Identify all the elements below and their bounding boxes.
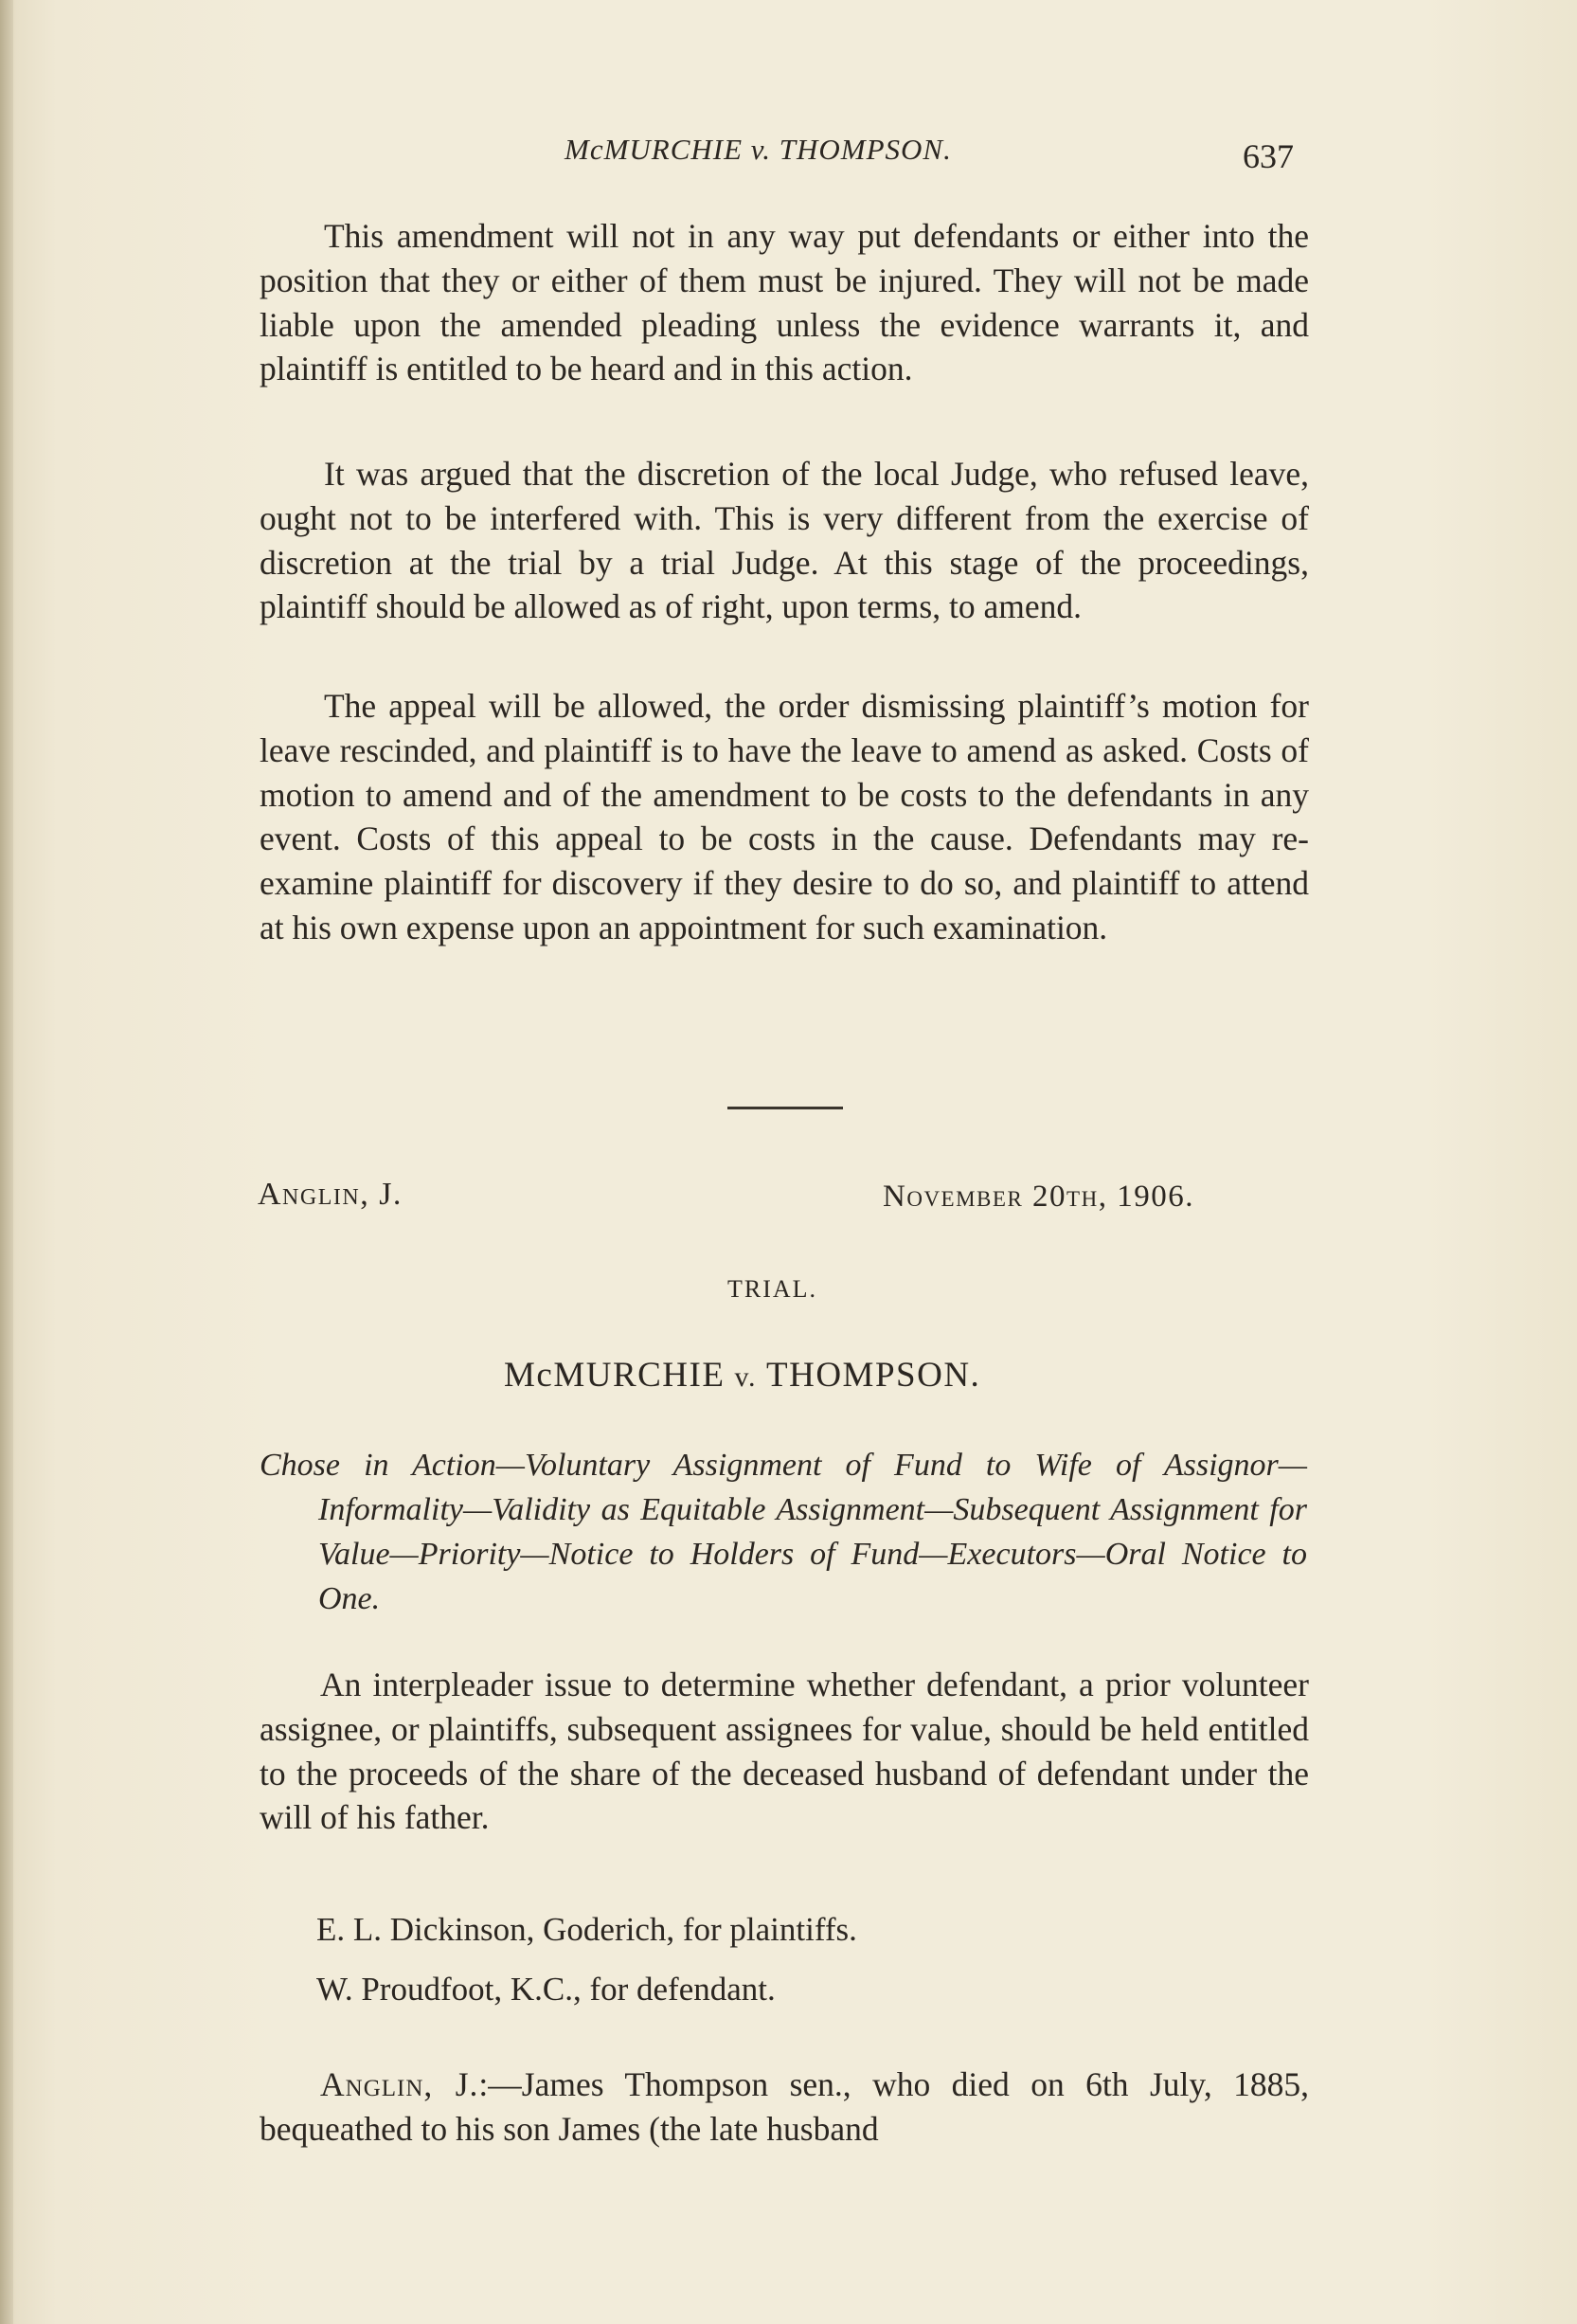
counsel-plaintiffs: E. L. Dickinson, Goderich, for plaintiffs. bbox=[316, 1911, 857, 1948]
headnote: Chose in Action—Voluntary Assignment of Fund to Wife of Assignor—Informality—Validity as Equitable Assignment—Subsequent Assignment for Value—Priority—Notice to Holders of Fund—Executors—Oral Notice to One. bbox=[260, 1448, 1307, 1616]
case-summary: An interpleader issue to determine whether defendant, a prior volunteer assignee, or plaintiffs, subsequent assignees for value, should be held entitled to the proceeds of the share of the deceased husband of defendant under the will of his father. bbox=[260, 1666, 1309, 1837]
decision-date: November 20th, 1906. bbox=[883, 1180, 1194, 1214]
judgment-opening bbox=[260, 2063, 1309, 2152]
case-title-versus: v. bbox=[734, 1361, 758, 1393]
case-title-plaintiff: McMURCHIE bbox=[504, 1356, 726, 1395]
judge-name: Anglin, J. bbox=[258, 1177, 403, 1212]
case-title bbox=[504, 1355, 980, 1396]
case-title-defendant: THOMPSON. bbox=[766, 1356, 981, 1395]
page-number: 637 bbox=[1243, 137, 1294, 175]
paragraph-appeal-allowed: The appeal will be allowed, the order dismissing plaintiff’s motion for leave rescinded, and plaintiff is to have the leave to amend as asked. Costs of motion to amend and of the amendment to be costs to the defendants in any event. Costs of this appeal to be costs in the cause. Defendants may re-examine plaintiff for discovery if they desire to do so, and plaintiff to attend at his own expense upon an appointment for such examination. bbox=[260, 687, 1309, 946]
section-divider bbox=[727, 1107, 843, 1109]
proceeding-label: TRIAL. bbox=[727, 1275, 818, 1303]
binding-edge bbox=[0, 0, 13, 2324]
counsel-defendant: W. Proudfoot, K.C., for defendant. bbox=[316, 1971, 776, 2008]
judgment-text: :—James Thompson sen., who died on 6th July, 1885, bequeathed to his son James (the late husband bbox=[260, 2065, 1310, 2148]
running-head: McMURCHIE v. THOMPSON. bbox=[564, 133, 952, 166]
paragraph-amendment: This amendment will not in any way put defendants or either into the position that they or either of them must be injured. They will not be made liable upon the amended pleading unless the evidence warrants it, and plaintiff is entitled to be heard and in this action. bbox=[260, 217, 1309, 388]
paragraph-discretion: It was argued that the discretion of the local Judge, who refused leave, ought not to be interfered with. This is very different from the exercise of discretion at the trial by a trial Judge. At this stage of the proceedings, plaintiff should be allowed as of right, upon terms, to amend. bbox=[260, 455, 1309, 626]
judgment-judge-name: Anglin, J. bbox=[320, 2065, 479, 2103]
